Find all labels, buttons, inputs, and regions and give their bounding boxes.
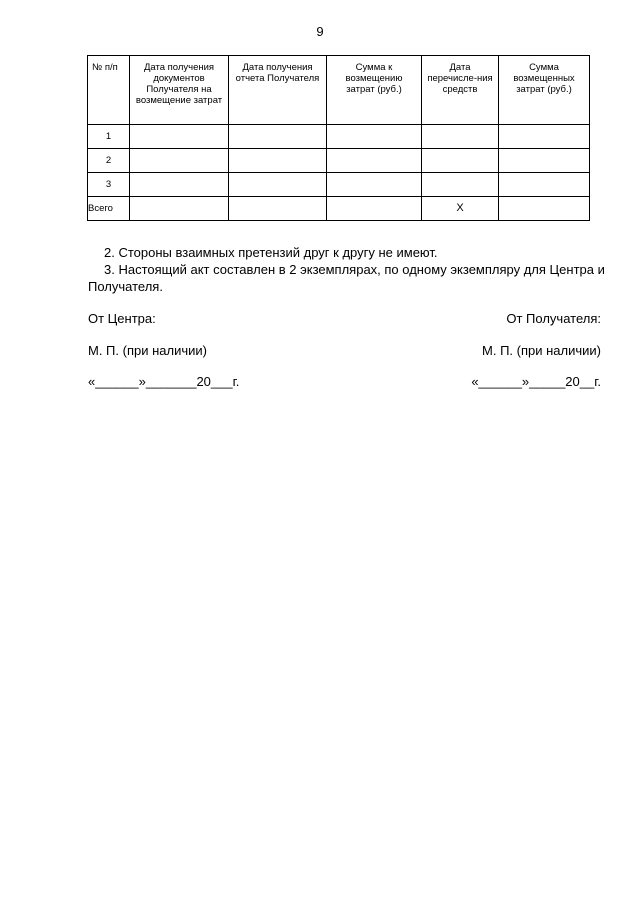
table-cell — [229, 173, 327, 197]
reimbursement-table — [87, 55, 590, 221]
table-cell — [130, 197, 229, 221]
table-cell — [499, 173, 590, 197]
header-amount-to-reimburse: Сумма к возмещению затрат (руб.) — [327, 56, 422, 125]
table-cell — [327, 149, 422, 173]
header-docs-received-date: Дата получения документов Получателя на возмещение затрат — [130, 56, 229, 125]
from-center-label: От Центра: — [88, 311, 156, 326]
table-cell — [130, 149, 229, 173]
table-row — [88, 149, 590, 173]
total-transfer-date-mark: Х — [422, 197, 499, 221]
table-cell — [229, 149, 327, 173]
table-cell — [422, 173, 499, 197]
total-label: Всего — [88, 197, 130, 221]
table-cell — [130, 173, 229, 197]
table-cell — [499, 149, 590, 173]
table-cell — [499, 125, 590, 149]
paragraph-copies: 3. Настоящий акт составлен в 2 экземплярах, по одному экземпляру для Центра и Получателя. — [88, 262, 605, 294]
table-row — [88, 173, 590, 197]
header-report-received-date: Дата получения отчета Получателя — [229, 56, 327, 125]
header-reimbursed-amount: Сумма возмещенных затрат (руб.) — [499, 56, 590, 125]
center-date-line: «______»_______20___г. — [88, 374, 240, 389]
table-header-row — [88, 56, 590, 125]
table-cell — [327, 125, 422, 149]
paragraph-no-claims: 2. Стороны взаимных претензий друг к другу не имеют. — [104, 245, 438, 260]
table-cell — [499, 197, 590, 221]
header-number: № п/п — [88, 56, 130, 125]
table-cell — [422, 125, 499, 149]
table-cell — [130, 125, 229, 149]
table-cell — [327, 173, 422, 197]
page-number: 9 — [316, 24, 324, 39]
recipient-stamp-label: М. П. (при наличии) — [482, 343, 601, 358]
row-number: 3 — [88, 173, 130, 197]
from-recipient-label: От Получателя: — [506, 311, 601, 326]
table-cell — [229, 125, 327, 149]
header-transfer-date: Дата перечисле-ния средств — [422, 56, 499, 125]
table-cell — [229, 197, 327, 221]
recipient-date-line: «______»_____20__г. — [471, 374, 601, 389]
table-total-row — [88, 197, 590, 221]
table-row — [88, 125, 590, 149]
row-number: 1 — [88, 125, 130, 149]
center-stamp-label: М. П. (при наличии) — [88, 343, 207, 358]
row-number: 2 — [88, 149, 130, 173]
table-cell — [327, 197, 422, 221]
table-cell — [422, 149, 499, 173]
